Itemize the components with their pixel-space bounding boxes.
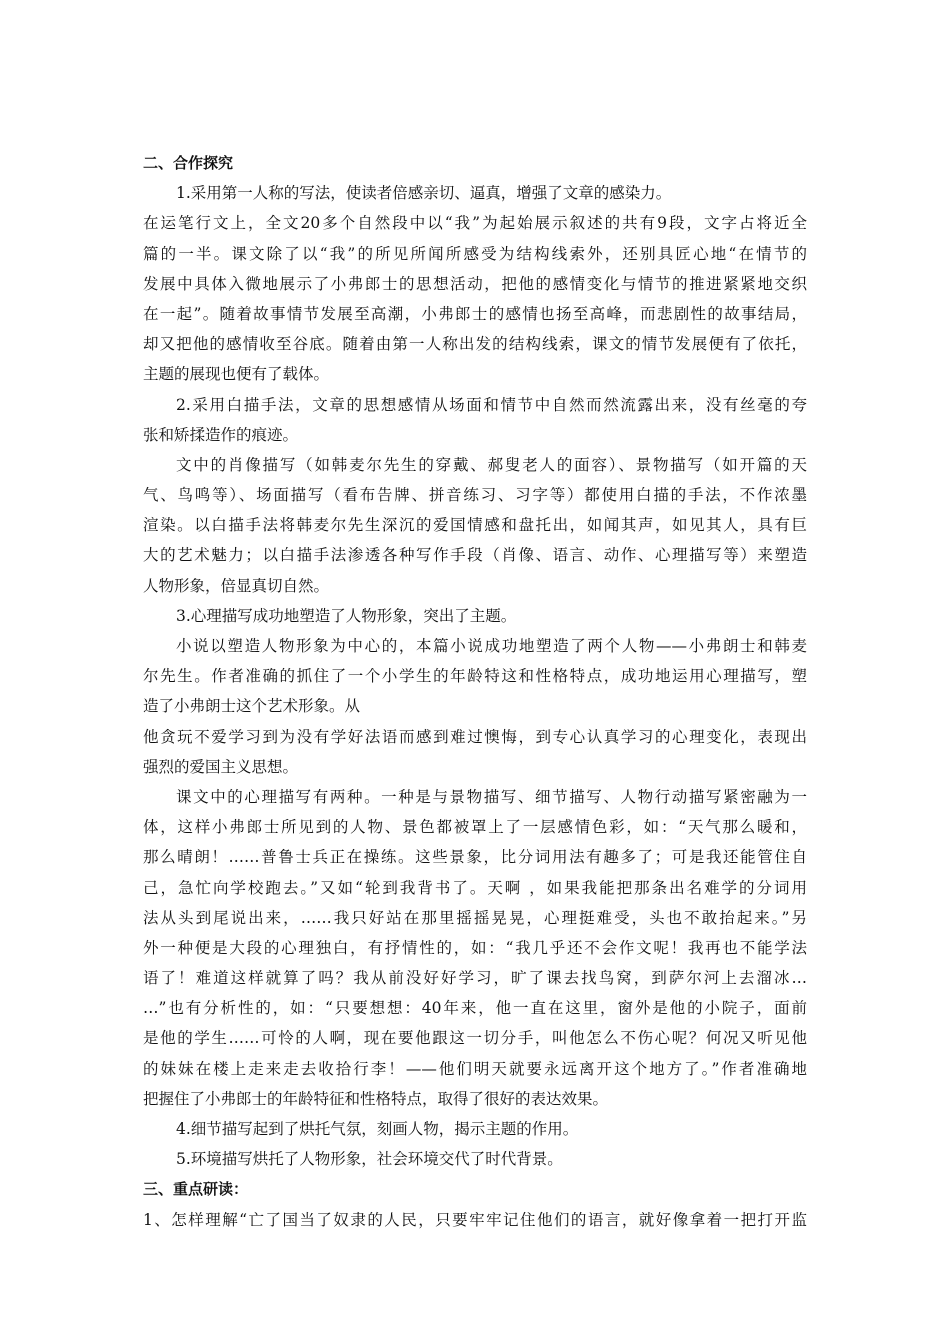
text-line: 造了小弗朗士这个艺术形象。从 xyxy=(143,697,361,716)
text-line: 篇的一半。课文除了以“我”的所见所闻所感受为结构线索外，还别具匠心地“在情节的 xyxy=(143,244,807,263)
section-heading: 二、合作探究 xyxy=(143,154,234,172)
text-line: …”也有分析性的，如：“只要想想：40年来，他一直在这里，窗外是他的小院子，面前 xyxy=(143,999,807,1018)
text-line: 发展中具体入微地展示了小弗郎士的思想活动，把他的感情变化与情节的推进紧紧地交织 xyxy=(143,274,807,293)
text-line: 人物形象，倍显真切自然。 xyxy=(143,576,330,595)
text-line: 3.心理描写成功地塑造了人物形象，突出了主题。 xyxy=(176,606,517,625)
text-line: 气、鸟鸣等）、场面描写（看布告牌、拼音练习、习字等）都使用白描的手法，不作浓墨 xyxy=(143,486,807,505)
text-line: 是他的学生……可怜的人啊，现在要他跟这一切分手，叫他怎么不伤心呢？何况又听见他 xyxy=(143,1029,807,1048)
text-line: 张和矫揉造作的痕迹。 xyxy=(143,425,299,444)
text-line: 课文中的心理描写有两种。一种是与景物描写、细节描写、人物行动描写紧密融为一 xyxy=(176,787,807,806)
text-line: 强烈的爱国主义思想。 xyxy=(143,757,299,776)
text-line: 1、怎样理解“亡了国当了奴隶的人民，只要牢牢记住他们的语言，就好像拿着一把打开监 xyxy=(143,1210,807,1229)
text-line: 小说以塑造人物形象为中心的，本篇小说成功地塑造了两个人物——小弗朗士和韩麦 xyxy=(176,637,807,655)
document-body xyxy=(143,148,807,1235)
text-line: 体，这样小弗郎士所见到的人物、景色都被罩上了一层感情色彩，如：“天气那么暖和， xyxy=(143,818,807,837)
text-line: 2.采用白描手法，文章的思想感情从场面和情节中自然而然流露出来，没有丝毫的夸 xyxy=(176,395,807,414)
text-line: 把握住了小弗郎士的年龄特征和性格特点，取得了很好的表达效果。 xyxy=(143,1089,609,1108)
text-line: 语了！难道这样就算了吗？我从前没好好学习，旷了课去找鸟窝，到萨尔河上去溜冰… xyxy=(143,969,807,988)
text-line: 尔先生。作者准确的抓住了一个小学生的年龄特这和性格特点，成功地运用心理描写，塑 xyxy=(143,667,807,686)
text-line: 在一起”。随着故事情节发展至高潮，小弗郎士的感情也扬至高峰，而悲剧性的故事结局， xyxy=(143,304,807,323)
text-line: 己，急忙向学校跑去。”又如“轮到我背书了。天啊 ，如果我能把那条出名难学的分词用 xyxy=(143,878,807,897)
text-line: 外一种便是大段的心理独白，有抒情性的，如：“我几乎还不会作文呢！我再也不能学法 xyxy=(143,938,807,957)
section-heading: 三、重点研读： xyxy=(143,1180,249,1199)
text-line: 主题的展现也便有了载体。 xyxy=(143,365,330,384)
text-line: 5.环境描写烘托了人物形象，社会环境交代了时代背景。 xyxy=(176,1150,563,1169)
text-line: 在运笔行文上，全文20多个自然段中以“我”为起始展示叙述的共有9段，文字占将近全 xyxy=(143,214,807,233)
text-line: 1.采用第一人称的写法，使读者倍感亲切、逼真，增强了文章的感染力。 xyxy=(176,184,672,203)
text-line: 却又把他的感情收至谷底。随着由第一人称出发的结构线索，课文的情节发展便有了依托， xyxy=(143,335,807,354)
text-line: 4.细节描写起到了烘托气氛，刻画人物，揭示主题的作用。 xyxy=(176,1120,579,1138)
text-line: 法从头到尾说出来，……我只好站在那里摇摇晃晃，心理挺难受，头也不敢抬起来。”另 xyxy=(143,908,807,927)
text-line: 他贪玩不爱学习到为没有学好法语而感到难过懊悔，到专心认真学习的心理变化，表现出 xyxy=(143,727,807,746)
text-line: 那么晴朗！……普鲁士兵正在操练。这些景象，比分词用法有趣多了；可是我还能管住自 xyxy=(143,848,807,867)
text-line: 文中的肖像描写（如韩麦尔先生的穿戴、郝叟老人的面容）、景物描写（如开篇的天 xyxy=(176,455,807,474)
text-line: 渲染。以白描手法将韩麦尔先生深沉的爱国情感和盘托出，如闻其声，如见其人，具有巨 xyxy=(143,516,807,535)
text-line: 的妹妹在楼上走来走去收拾行李！——他们明天就要永远离开这个地方了。”作者准确地 xyxy=(143,1059,807,1078)
text-line: 大的艺术魅力；以白描手法渗透各种写作手段（肖像、语言、动作、心理描写等）来塑造 xyxy=(143,546,807,565)
